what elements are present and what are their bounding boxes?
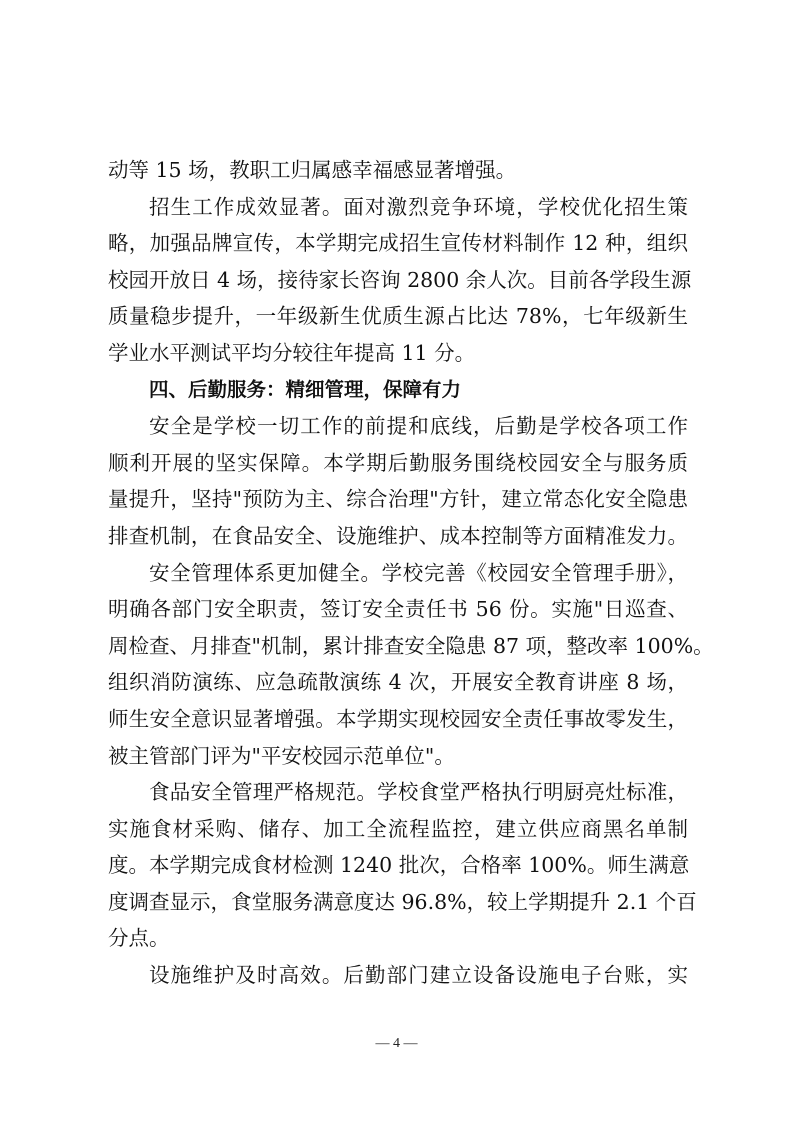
body-text-line: 质量稳步提升，一年级新生优质生源占比达 78%，七年级新生: [108, 304, 688, 329]
body-text-line: 校园开放日 4 场，接待家长咨询 2800 余人次。目前各学段生源: [108, 267, 692, 292]
body-text-line: 度调查显示，食堂服务满意度达 96.8%，较上学期提升 2.1 个百: [108, 889, 697, 914]
body-text-line: 分点。: [108, 926, 170, 951]
body-text-line: 实施食材采购、储存、加工全流程监控，建立供应商黑名单制: [108, 816, 688, 841]
body-text-line: 学业水平测试平均分较往年提高 11 分。: [108, 340, 476, 365]
body-text-line: 度。本学期完成食材检测 1240 批次，合格率 100%。师生满意: [108, 853, 690, 878]
paragraph-first-line: 设施维护及时高效。后勤部门建立设备设施电子台账，实: [149, 963, 688, 988]
body-text-line: 动等 15 场，教职工归属感幸福感显著增强。: [108, 158, 517, 182]
body-text-line: 被主管部门评为"平安校园示范单位"。: [108, 743, 455, 768]
body-text-line: 组织消防演练、应急疏散演练 4 次，开展安全教育讲座 8 场，: [108, 670, 688, 695]
paragraph-first-line: 食品安全管理严格规范。学校食堂严格执行明厨亮灶标准，: [149, 780, 688, 805]
body-text-line: 明确各部门安全职责，签订安全责任书 56 份。实施"日巡查、: [108, 597, 688, 622]
body-text-line: 略，加强品牌宣传，本学期完成招生宣传材料制作 12 种，组织: [108, 231, 688, 256]
body-text-line: 周检查、月排查"机制，累计排查安全隐患 87 项，整改率 100%。: [108, 633, 714, 658]
paragraph-first-line: 招生工作成效显著。面对激烈竞争环境，学校优化招生策: [149, 194, 688, 219]
paragraph-first-line: 安全是学校一切工作的前提和底线，后勤是学校各项工作: [149, 414, 688, 439]
page-number: — 4 —: [375, 1036, 418, 1051]
paragraph-first-line: 安全管理体系更加健全。学校完善《校园安全管理手册》，: [149, 560, 688, 585]
document-body: [108, 152, 714, 994]
body-text-line: 师生安全意识显著增强。本学期实现校园安全责任事故零发生，: [108, 706, 688, 731]
body-text-line: 排查机制，在食品安全、设施维护、成本控制等方面精准发力。: [108, 523, 688, 548]
section-heading: 四、后勤服务：精细管理，保障有力: [149, 377, 462, 401]
body-text-line: 量提升，坚持"预防为主、综合治理"方针，建立常态化安全隐患: [108, 487, 688, 512]
body-text-line: 顺利开展的坚实保障。本学期后勤服务围绕校园安全与服务质: [108, 450, 688, 475]
